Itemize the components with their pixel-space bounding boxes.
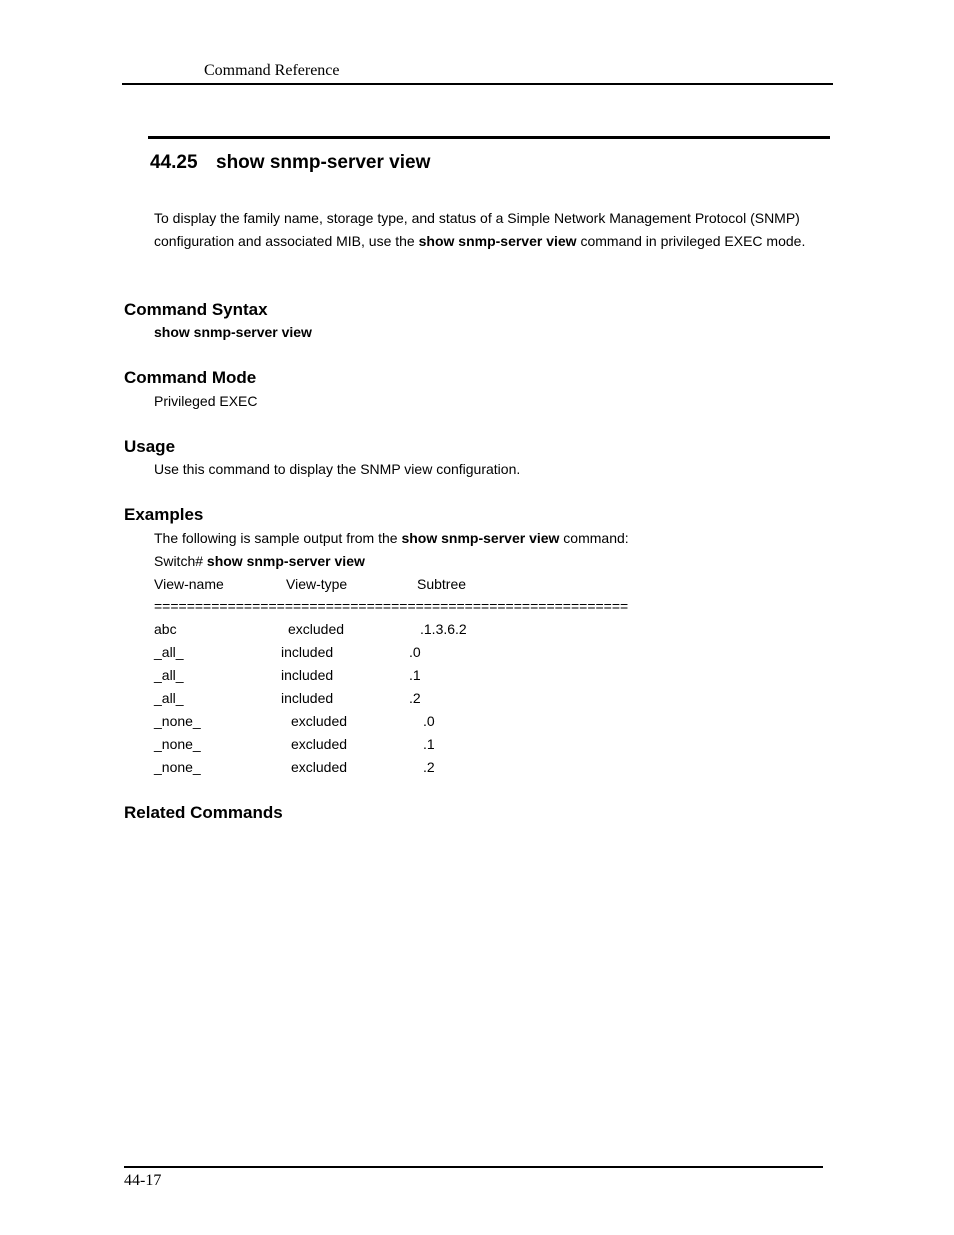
section-title-text: show snmp-server view xyxy=(216,152,431,173)
footer-rule xyxy=(124,1166,823,1168)
command-mode-text: Privileged EXEC xyxy=(154,393,258,409)
row-subtree: .0 xyxy=(423,713,435,729)
row-view-name: _all_ xyxy=(154,644,184,660)
intro-text-after: command in privileged EXEC mode. xyxy=(576,233,806,249)
examples-intro-bold: show snmp-server view xyxy=(401,530,560,546)
example-command-line xyxy=(154,553,365,569)
usage-heading: Usage xyxy=(124,437,176,456)
row-view-name: _none_ xyxy=(154,713,201,729)
output-separator: ========================================================== xyxy=(154,598,629,614)
row-view-name: _all_ xyxy=(154,667,184,683)
section-rule xyxy=(148,136,830,139)
row-view-type: excluded xyxy=(291,736,348,752)
header-rule xyxy=(122,83,833,85)
row-subtree: .1 xyxy=(409,667,421,683)
row-subtree: .2 xyxy=(423,759,435,775)
related-commands-heading: Related Commands xyxy=(124,803,283,822)
row-view-name: abc xyxy=(154,621,177,637)
column-header-view-type: View-type xyxy=(286,576,348,592)
intro-command-bold: show snmp-server view xyxy=(418,233,577,249)
row-subtree: .0 xyxy=(409,644,421,660)
intro-text-before: To display the family name, storage type, and status of a Simple Network Management Protocol (SNMP) configuration and associated MIB, use the xyxy=(154,210,800,249)
row-view-type: included xyxy=(281,667,334,683)
examples-intro xyxy=(154,530,629,546)
row-view-type: included xyxy=(281,690,334,706)
row-view-type: excluded xyxy=(291,713,348,729)
row-view-name: _all_ xyxy=(154,690,184,706)
section-intro xyxy=(154,207,844,253)
command-syntax-text: show snmp-server view xyxy=(154,324,312,340)
row-view-name: _none_ xyxy=(154,759,201,775)
row-subtree: .1 xyxy=(423,736,435,752)
section-title xyxy=(150,152,430,174)
row-view-type: excluded xyxy=(291,759,348,775)
page-number: 44-17 xyxy=(124,1172,162,1189)
running-header: Command Reference xyxy=(204,62,340,79)
column-header-view-name: View-name xyxy=(154,576,224,592)
column-header-subtree: Subtree xyxy=(417,576,467,592)
example-command: show snmp-server view xyxy=(206,553,365,569)
examples-intro-after: command: xyxy=(559,530,629,546)
row-subtree: .2 xyxy=(409,690,421,706)
examples-intro-before: The following is sample output from the xyxy=(154,530,402,546)
command-syntax-heading: Command Syntax xyxy=(124,300,268,319)
usage-text: Use this command to display the SNMP view configuration. xyxy=(154,461,521,477)
examples-heading: Examples xyxy=(124,505,204,524)
row-view-name: _none_ xyxy=(154,736,201,752)
example-prompt: Switch# xyxy=(154,553,207,569)
section-number: 44.25 xyxy=(150,152,198,173)
command-mode-heading: Command Mode xyxy=(124,368,257,387)
row-view-type: excluded xyxy=(288,621,345,637)
row-view-type: included xyxy=(281,644,334,660)
row-subtree: .1.3.6.2 xyxy=(420,621,467,637)
